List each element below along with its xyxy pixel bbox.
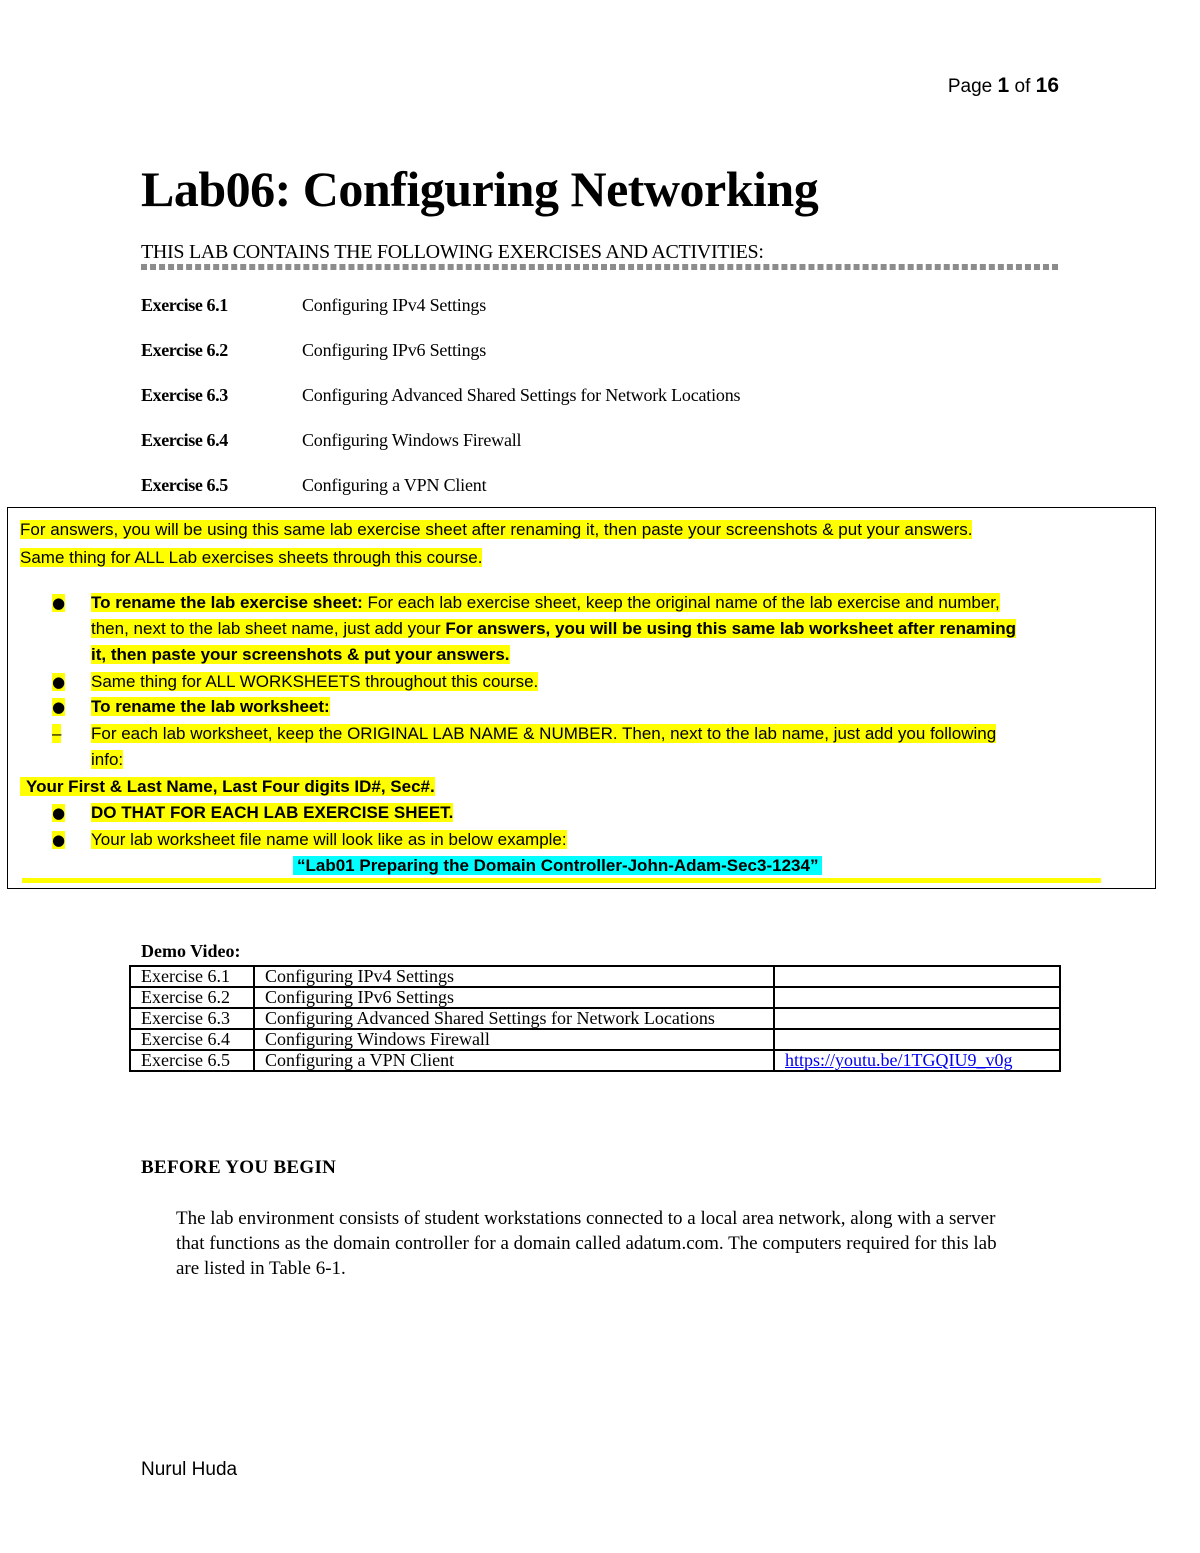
section-subtitle: THIS LAB CONTAINS THE FOLLOWING EXERCISES AND ACTIVITIES: [141, 241, 764, 263]
table-cell-exercise-title: Configuring IPv4 Settings [254, 966, 774, 987]
demo-video-label: Demo Video: [141, 941, 241, 961]
table-cell-exercise-id: Exercise 6.5 [130, 1050, 254, 1071]
exercise-title: Configuring Windows Firewall [302, 430, 522, 450]
table-row [130, 987, 1060, 1008]
table-cell-exercise-title: Configuring IPv6 Settings [254, 987, 774, 1008]
bullet-icon: ● [52, 804, 66, 822]
instructions-intro-line1: For answers, you will be using this same lab exercise sheet after renaming it, then paste your screenshots & put your answers. [20, 520, 973, 539]
example-file-name: “Lab01 Preparing the Domain Controller-John-Adam-Sec3-1234” [293, 854, 822, 878]
bullet-all-worksheets: Same thing for ALL WORKSHEETS throughout this course. [91, 672, 539, 691]
page-of: of [1014, 76, 1031, 97]
highlight-underline [22, 878, 1101, 883]
page-number [948, 74, 1059, 98]
name-format-line: Your First & Last Name, Last Four digits ID#, Sec#. [20, 775, 435, 799]
bullet-file-name-example: Your lab worksheet file name will look like as in below example: [91, 830, 567, 849]
exercise-title: Configuring IPv6 Settings [302, 340, 487, 360]
exercise-id: Exercise 6.1 [141, 295, 228, 315]
table-cell-exercise-id: Exercise 6.3 [130, 1008, 254, 1029]
bullet-rename-sheet-line2: then, next to the lab sheet name, just add your For answers, you will be using this same lab worksheet after renaming [91, 619, 1017, 638]
bullet-keep-original-name-line2: info: [91, 750, 124, 769]
bullet-icon: ● [52, 594, 66, 612]
footer-author: Nurul Huda [141, 1459, 238, 1480]
bullet-rename-sheet-line3: it, then paste your screenshots & put your answers. [91, 645, 510, 664]
bullet-do-that: DO THAT FOR EACH LAB EXERCISE SHEET. [91, 803, 454, 822]
exercise-title: Configuring Advanced Shared Settings for Network Locations [302, 385, 741, 405]
bullet-icon: ● [52, 831, 66, 849]
instructions-intro-line2: Same thing for ALL Lab exercises sheets through this course. [20, 548, 483, 567]
table-cell-video-link [774, 987, 1060, 1008]
before-you-begin-heading: BEFORE YOU BEGIN [141, 1157, 337, 1178]
exercise-title: Configuring IPv4 Settings [302, 295, 487, 315]
table-cell-exercise-id: Exercise 6.1 [130, 966, 254, 987]
exercise-title: Configuring a VPN Client [302, 475, 487, 495]
subtitle-divider [141, 264, 1058, 270]
table-cell-exercise-id: Exercise 6.4 [130, 1029, 254, 1050]
bullet-icon: ● [52, 698, 66, 716]
table-cell-exercise-title: Configuring Windows Firewall [254, 1029, 774, 1050]
table-cell-video-link [774, 1050, 1060, 1071]
demo-video-table [129, 965, 1061, 1072]
table-row [130, 1050, 1060, 1071]
before-you-begin-paragraph: The lab environment consists of student workstations connected to a local area network, along with a server that functions as the domain controller for a domain called adatum.com. The computers required for this lab are listed in Table 6-1. [176, 1208, 997, 1279]
table-cell-video-link [774, 1008, 1060, 1029]
table-cell-exercise-id: Exercise 6.2 [130, 987, 254, 1008]
table-cell-exercise-title: Configuring Advanced Shared Settings for Network Locations [254, 1008, 774, 1029]
exercise-id: Exercise 6.4 [141, 430, 228, 450]
page-total: 16 [1035, 74, 1059, 97]
page-current: 1 [997, 74, 1010, 97]
bullet-rename-sheet: To rename the lab exercise sheet: For each lab exercise sheet, keep the original name of the lab exercise and number, [91, 593, 1000, 612]
table-row [130, 966, 1060, 987]
exercise-id: Exercise 6.3 [141, 385, 228, 405]
bullet-keep-original-name: For each lab worksheet, keep the ORIGINAL LAB NAME & NUMBER. Then, next to the lab name, just add you following [91, 724, 997, 743]
demo-video-link[interactable]: https://youtu.be/1TGQIU9_v0g [785, 1050, 1013, 1070]
dash-icon: – [52, 724, 62, 743]
table-cell-video-link [774, 966, 1060, 987]
table-cell-video-link [774, 1029, 1060, 1050]
exercise-id: Exercise 6.2 [141, 340, 228, 360]
table-row [130, 1029, 1060, 1050]
page-title: Lab06: Configuring Networking [141, 161, 819, 217]
bullet-rename-worksheet: To rename the lab worksheet: [91, 697, 330, 716]
page-prefix: Page [947, 76, 993, 97]
exercise-id: Exercise 6.5 [141, 475, 228, 495]
table-cell-exercise-title: Configuring a VPN Client [254, 1050, 774, 1071]
table-row [130, 1008, 1060, 1029]
bullet-icon: ● [52, 673, 66, 691]
